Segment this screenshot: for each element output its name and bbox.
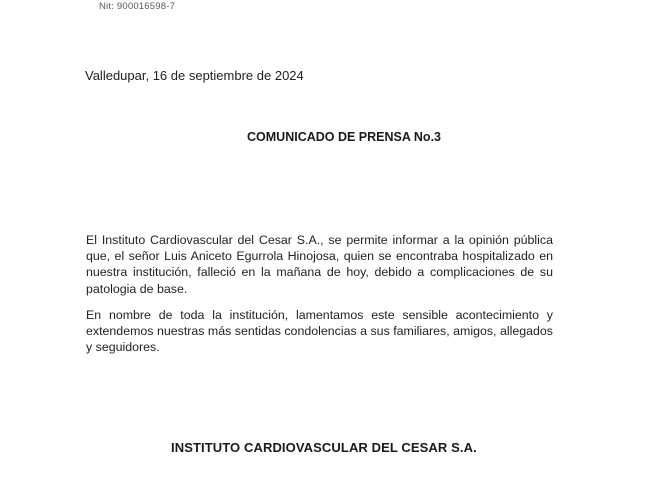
press-release-title: COMUNICADO DE PRENSA No.3 (247, 130, 441, 144)
nit-number: Nit: 900016598-7 (99, 1, 176, 12)
body-paragraph-2: En nombre de toda la institución, lamentamos este sensible acontecimiento y extendemos nuestras más sentidas condolencias a sus familiares, amigos, allegados y seguidores. (86, 308, 553, 355)
date-line: Valledupar, 16 de septiembre de 2024 (85, 68, 304, 83)
signature-institution: INSTITUTO CARDIOVASCULAR DEL CESAR S.A. (171, 440, 477, 455)
body-paragraph-1: El Instituto Cardiovascular del Cesar S.A., se permite informar a la opinión pública que, el señor Luis Aniceto Egurrola Hinojosa, quien se encontraba hospitalizado en nuestra institución, falleció en la mañana de hoy, debido a complicaciones de su patologia de base. (86, 233, 553, 296)
